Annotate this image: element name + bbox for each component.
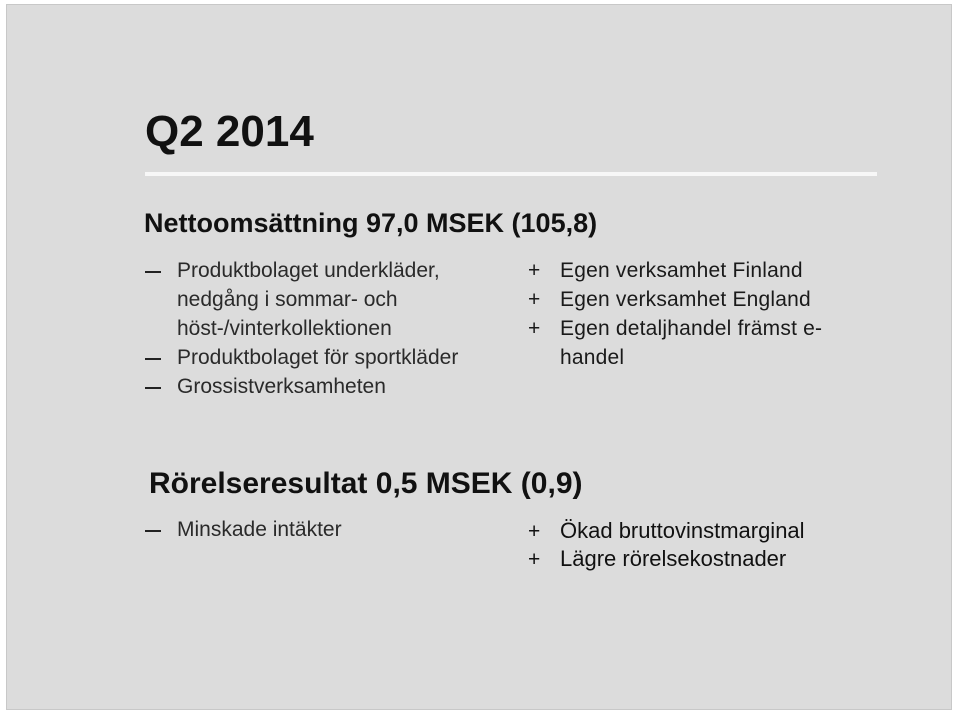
slide-title: Q2 2014 [145, 107, 314, 156]
list-item [528, 256, 858, 285]
list-item-text: Produktbolaget för sportkläder [177, 346, 459, 369]
operating-result-heading: Rörelseresultat 0,5 MSEK (0,9) [149, 467, 583, 500]
plus-bullet-icon: + [528, 548, 541, 571]
list-item-text: Produktbolaget underkläder, nedgång i sommar- och höst-/vinterkollektionen [177, 259, 440, 340]
plus-bullet-icon: + [528, 259, 541, 282]
title-divider [145, 172, 877, 176]
operating-result-negatives-list [145, 515, 505, 544]
list-item [145, 256, 507, 343]
list-item-text: Ökad bruttovinstmarginal [560, 518, 805, 543]
list-item-text: Minskade intäkter [177, 518, 342, 541]
list-item-text: Egen detaljhandel främst e-handel [560, 317, 823, 369]
list-item [528, 314, 850, 372]
slide [6, 4, 952, 710]
dash-bullet-icon [145, 387, 161, 389]
operating-result-positives-list [528, 517, 868, 573]
list-item [145, 372, 505, 401]
revenue-positives-list [528, 256, 858, 372]
list-item-text: Egen verksamhet Finland [560, 259, 803, 282]
list-item [528, 285, 858, 314]
revenue-heading: Nettoomsättning 97,0 MSEK (105,8) [144, 208, 598, 238]
list-item [145, 343, 505, 372]
revenue-negatives-list [145, 256, 505, 401]
list-item-text: Lägre rörelsekostnader [560, 546, 787, 571]
list-item-text: Egen verksamhet England [560, 288, 811, 311]
list-item [528, 517, 868, 545]
list-item [145, 515, 505, 544]
plus-bullet-icon: + [528, 317, 541, 340]
plus-bullet-icon: + [528, 520, 541, 543]
list-item [528, 545, 868, 573]
dash-bullet-icon [145, 358, 161, 360]
list-item-text: Grossistverksamheten [177, 375, 386, 398]
dash-bullet-icon [145, 530, 161, 532]
dash-bullet-icon [145, 271, 161, 273]
plus-bullet-icon: + [528, 288, 541, 311]
